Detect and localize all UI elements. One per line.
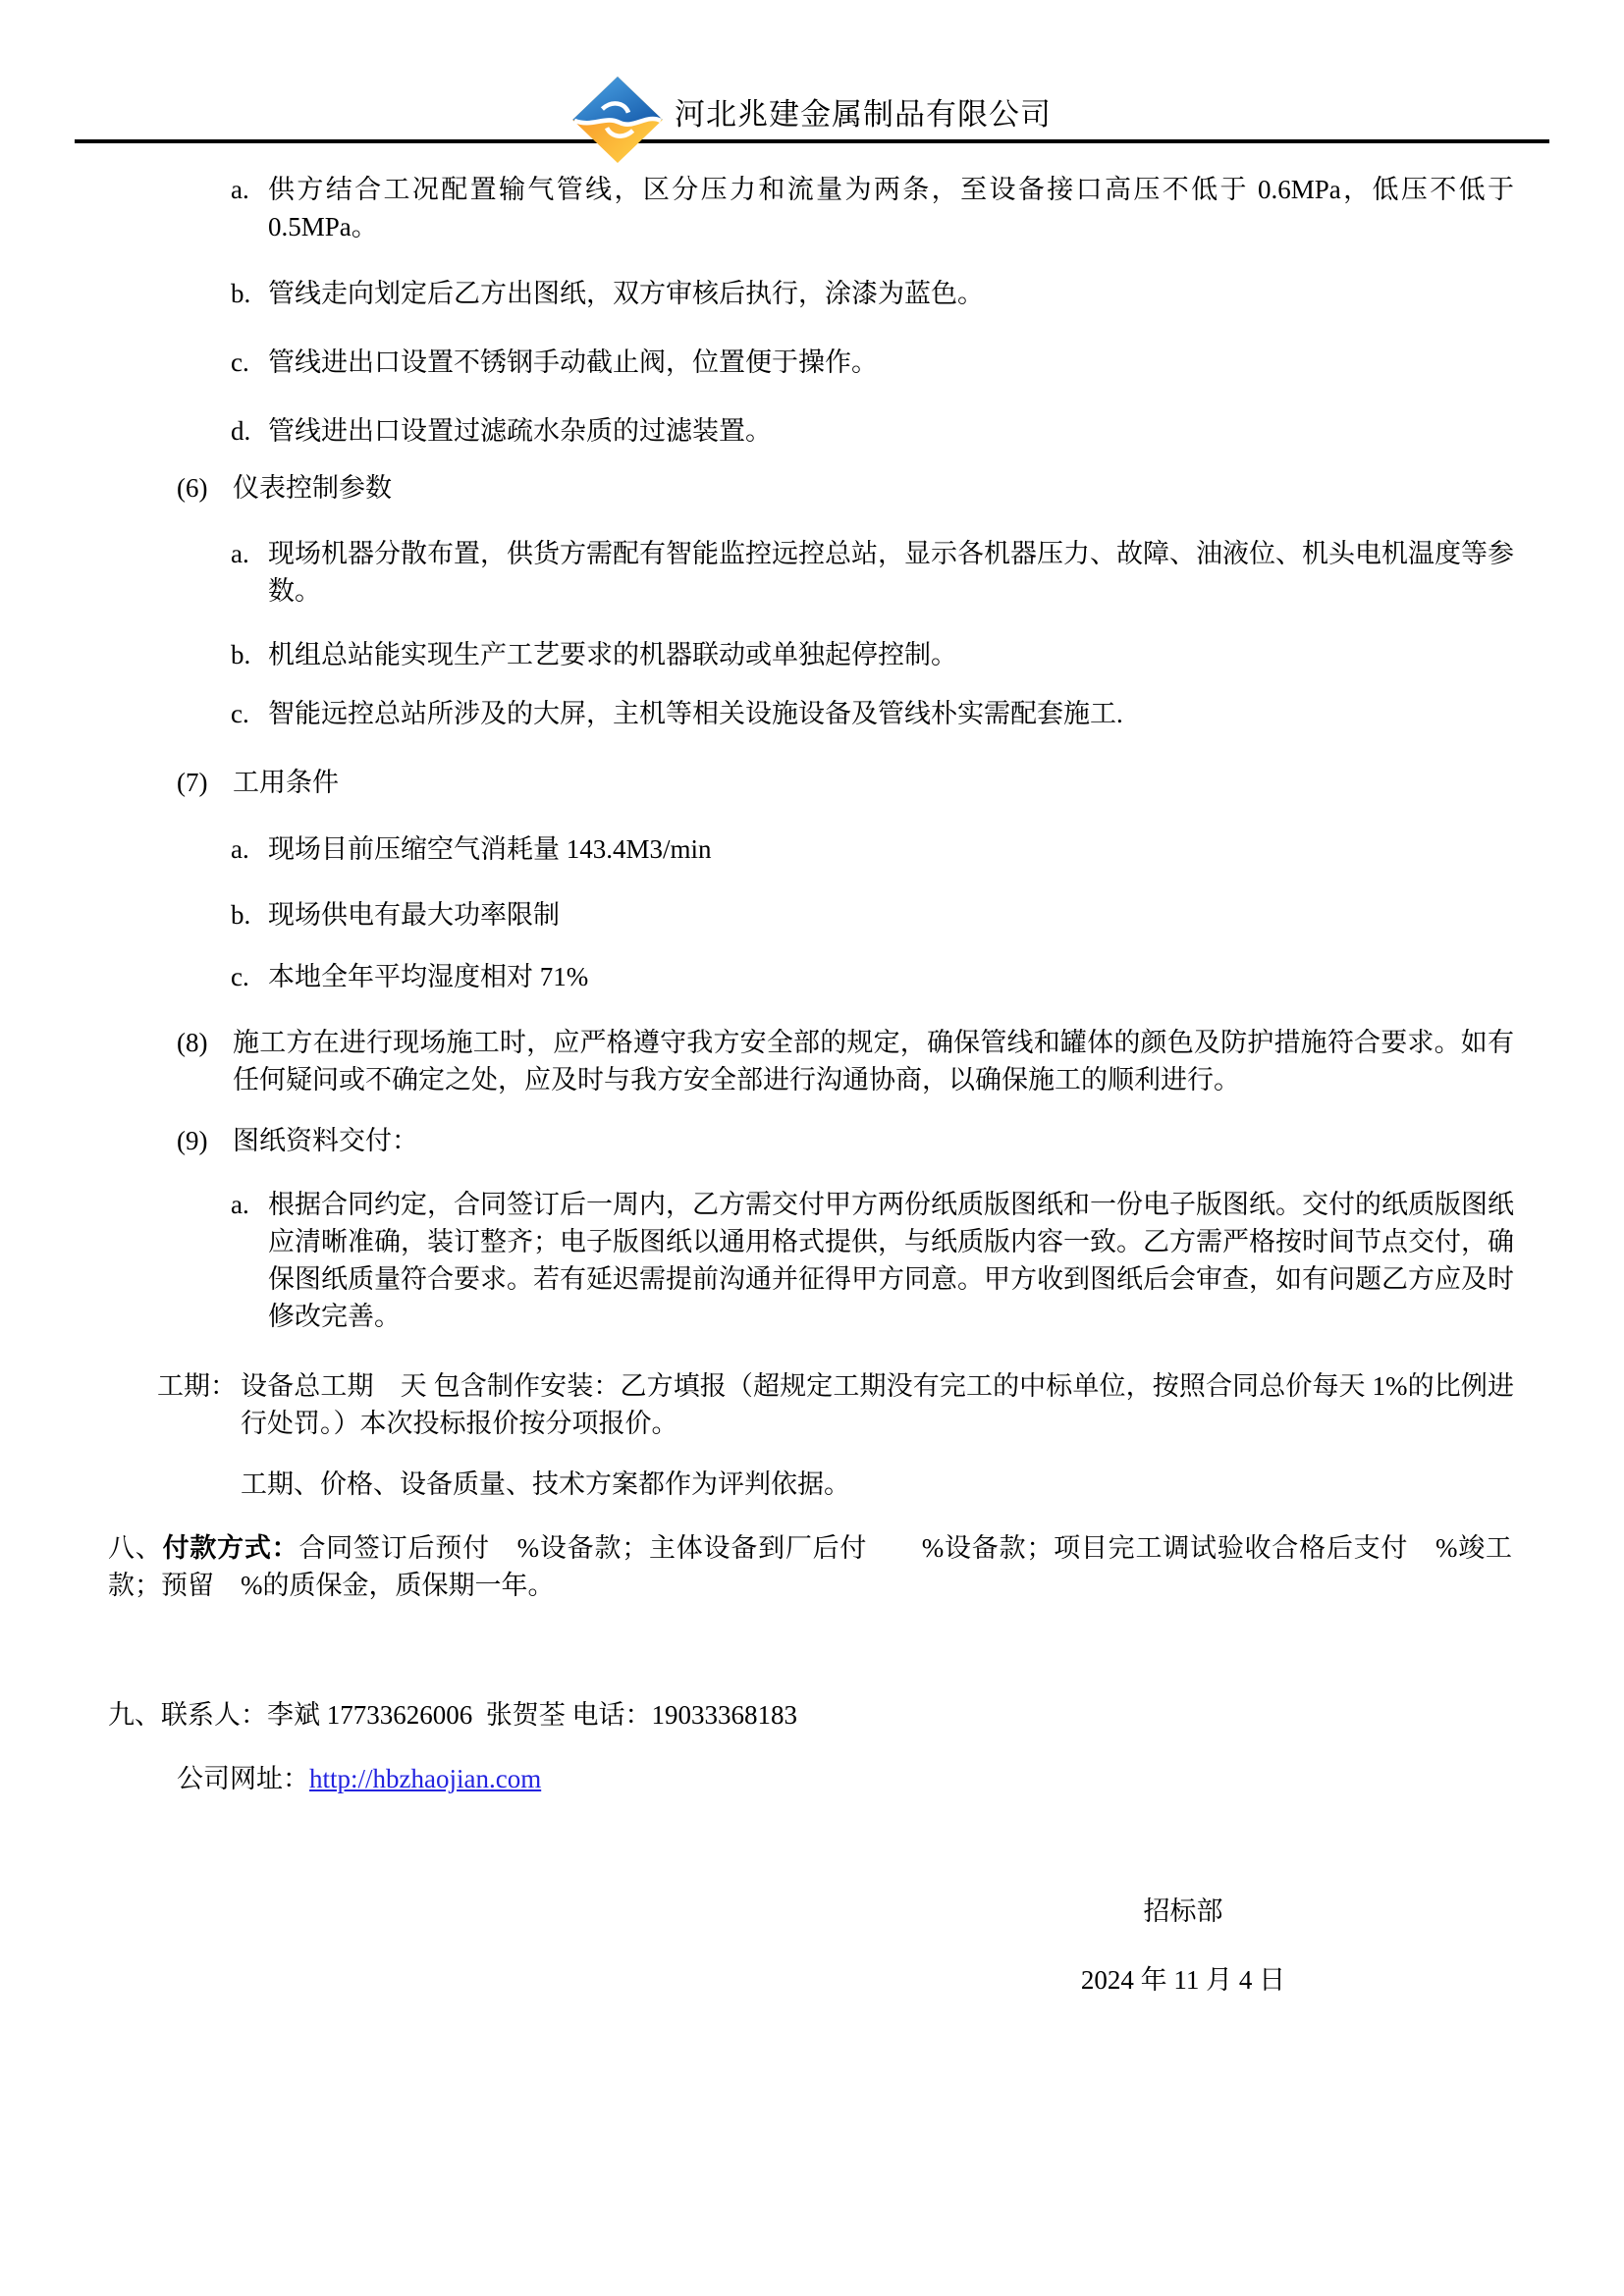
section-marker: (8) xyxy=(177,1028,208,1057)
website-label: 公司网址： xyxy=(177,1764,309,1793)
list-marker: b. xyxy=(231,900,251,930)
list-item xyxy=(231,344,1514,381)
list-marker: a. xyxy=(231,834,249,864)
list-item xyxy=(231,171,1521,245)
list-item xyxy=(231,275,1514,312)
section-title: 工用条件 xyxy=(233,768,339,797)
list-item xyxy=(231,830,1514,868)
payment-text: 合同签订后预付 %设备款；主体设备到厂后付 %设备款；项目完工调试验收合格后支付 %竣工款；预留 %的质保金，质保期一年。 xyxy=(108,1533,1513,1600)
contact-number: 九、 xyxy=(108,1700,161,1730)
list-marker: c. xyxy=(231,962,249,991)
list-item xyxy=(231,412,1514,450)
section-text: 施工方在进行现场施工时，应严格遵守我方安全部的规定，确保管线和罐体的颜色及防护措施符合要求。如有任何疑问或不确定之处，应及时与我方安全部进行沟通协商，以确保施工的顺利进行。 xyxy=(233,1028,1514,1095)
list-item xyxy=(231,695,1514,732)
document-content xyxy=(0,143,1624,1999)
list-marker: a. xyxy=(231,539,249,568)
list-item-text: 本地全年平均湿度相对 71% xyxy=(268,962,589,991)
list-item-text: 机组总站能实现生产工艺要求的机器联动或单独起停控制。 xyxy=(268,640,957,669)
section-paragraph-8 xyxy=(177,1024,1514,1098)
list-marker: b. xyxy=(231,279,251,308)
section-title: 仪表控制参数 xyxy=(233,473,392,503)
list-item xyxy=(231,1186,1514,1335)
list-item-text: 供方结合工况配置输气管线，区分压力和流量为两条，至设备接口高压不低于 0.6MPa，低压不低于 0.5MPa。 xyxy=(268,175,1521,241)
payment-number: 八、 xyxy=(108,1533,163,1563)
list-item xyxy=(231,958,1514,995)
header-brand xyxy=(75,77,1549,139)
list-item-text: 现场供电有最大功率限制 xyxy=(268,900,560,930)
list-item-text: 现场目前压缩空气消耗量 143.4M3/min xyxy=(268,834,712,864)
list-item-text: 管线进出口设置过滤疏水杂质的过滤装置。 xyxy=(268,416,772,446)
evaluation-criteria: 工期、价格、设备质量、技术方案都作为评判依据。 xyxy=(241,1469,850,1499)
list-item-text: 现场机器分散布置，供货方需配有智能监控远控总站，显示各机器压力、故障、油液位、机头电机温度等参数。 xyxy=(268,539,1514,606)
list-item-text: 根据合同约定，合同签订后一周内，乙方需交付甲方两份纸质版图纸和一份电子版图纸。交付的纸质版图纸应清晰准确，装订整齐；电子版图纸以通用格式提供，与纸质版内容一致。乙方需严格按时间节点交付，确保图纸质量符合要求。若有延迟需提前沟通并征得甲方同意。甲方收到图纸后会审查，如有问题乙方应及时修改完善。 xyxy=(268,1190,1514,1331)
website-link[interactable]: http://hbzhaojian.com xyxy=(309,1764,542,1793)
signoff-block xyxy=(1011,1893,1355,1999)
list-item xyxy=(231,636,1514,673)
list-marker: b. xyxy=(231,640,251,669)
list-item xyxy=(231,896,1514,934)
list-item-text: 管线进出口设置不锈钢手动截止阀，位置便于操作。 xyxy=(268,347,878,377)
company-logo-icon xyxy=(572,77,663,163)
payment-label: 付款方式： xyxy=(162,1533,299,1563)
signoff-department: 招标部 xyxy=(1143,1896,1223,1926)
contact-text: 联系人：李斌 17733626006 张贺荃 电话：19033368183 xyxy=(161,1700,797,1730)
list-marker: c. xyxy=(231,347,249,377)
website-paragraph xyxy=(177,1760,1514,1797)
duration-paragraph xyxy=(157,1367,1514,1442)
page-header xyxy=(75,0,1549,143)
duration-label: 工期： xyxy=(157,1371,237,1401)
list-item-text: 智能远控总站所涉及的大屏，主机等相关设施设备及管线朴实需配套施工. xyxy=(268,699,1123,728)
section-heading-6 xyxy=(177,469,1514,507)
list-marker: c. xyxy=(231,699,249,728)
contact-paragraph xyxy=(108,1696,1512,1734)
company-name: 河北兆建金属制品有限公司 xyxy=(675,97,1052,132)
section-marker: (9) xyxy=(177,1126,208,1155)
list-item-text: 管线走向划定后乙方出图纸，双方审核后执行，涂漆为蓝色。 xyxy=(268,279,984,308)
list-marker: d. xyxy=(231,416,251,446)
section-heading-9 xyxy=(177,1122,1514,1159)
section-marker: (7) xyxy=(177,768,208,797)
section-title: 图纸资料交付： xyxy=(233,1126,418,1155)
list-marker: a. xyxy=(231,175,249,204)
section-heading-7 xyxy=(177,764,1514,801)
list-item xyxy=(231,535,1514,610)
duration-text: 设备总工期 天 包含制作安装：乙方填报（超规定工期没有完工的中标单位，按照合同总价每天 1%的比例进行处罚。）本次投标报价按分项报价。 xyxy=(241,1371,1514,1438)
list-marker: a. xyxy=(231,1190,249,1219)
section-marker: (6) xyxy=(177,473,208,503)
signoff-date: 2024 年 11 月 4 日 xyxy=(1080,1965,1286,1995)
payment-paragraph xyxy=(108,1529,1512,1604)
